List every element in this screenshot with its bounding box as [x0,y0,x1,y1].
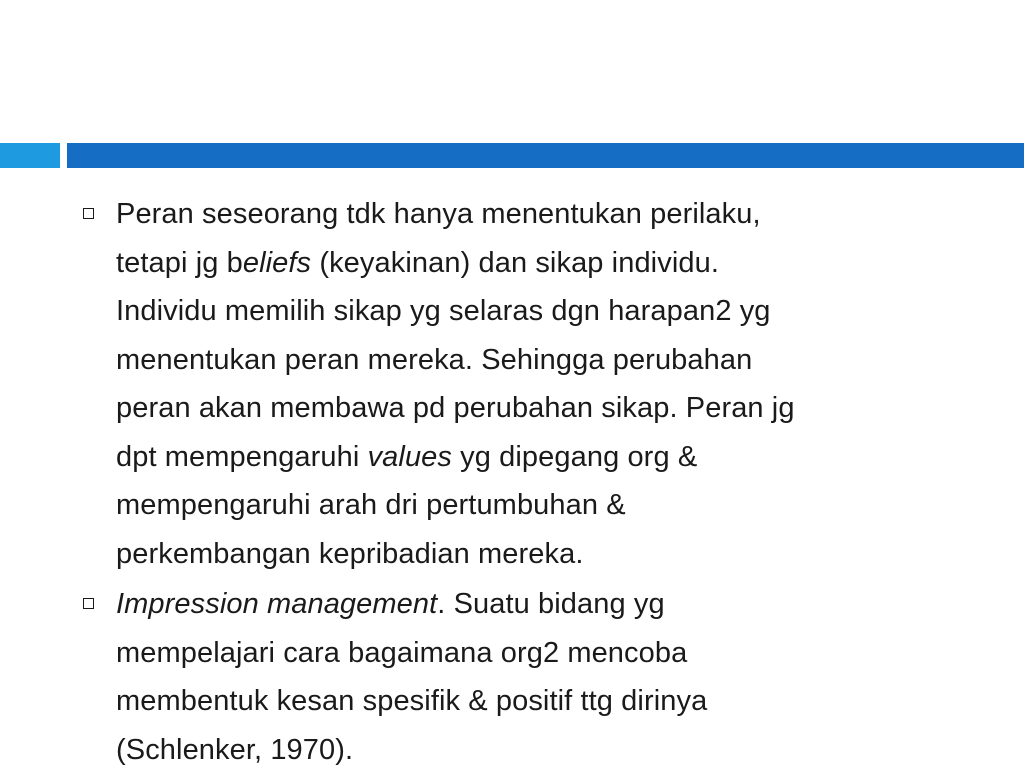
bullet-line: menentukan peran mereka. Sehingga perubahan [116,343,753,376]
header-accent-bar-left [0,143,60,168]
bullet-item-impression [80,580,980,768]
bullet-line: Impression management. Suatu bidang yg [116,588,665,620]
bullet-line: Peran seseorang tdk hanya menentukan perilaku, [116,198,761,230]
bullet-line: (Schlenker, 1970). [116,733,354,766]
bullet-line: membentuk kesan spesifik & positif ttg dirinya [116,685,708,717]
bullet-line: peran akan membawa pd perubahan sikap. Peran jg [116,392,795,424]
bullet-line: Individu memilih sikap yg selaras dgn harapan2 yg [116,295,771,327]
slide-content [80,190,980,768]
square-bullet-icon [83,598,94,609]
bullet-line: dpt mempengaruhi values yg dipegang org & [116,440,698,473]
header-accent-bar-right [67,143,1024,168]
bullet-item-peran [80,190,980,578]
bullet-line: mempengaruhi arah dri pertumbuhan & [116,489,626,521]
bullet-line: perkembangan kepribadian mereka. [116,537,584,570]
square-bullet-icon [83,208,94,219]
bullet-line: mempelajari cara bagaimana org2 mencoba [116,636,688,669]
bullet-line: tetapi jg beliefs (keyakinan) dan sikap individu. [116,246,719,279]
